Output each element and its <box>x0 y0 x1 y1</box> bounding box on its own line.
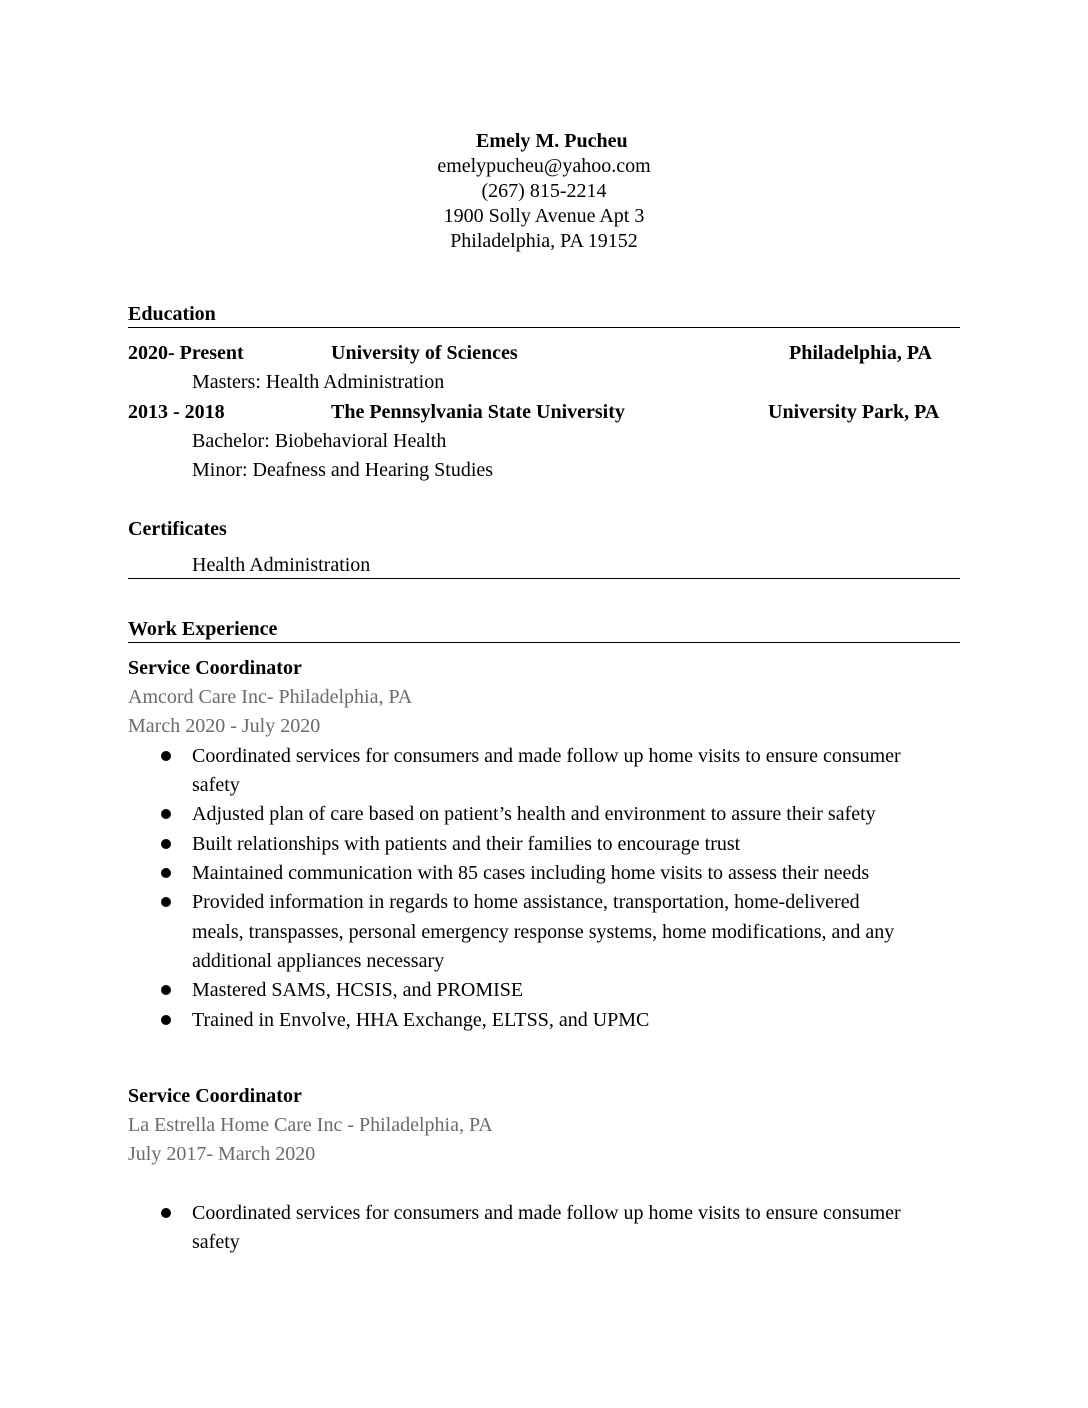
contact-phone: (267) 815-2214 <box>481 180 607 202</box>
job-bullet-line: Adjusted plan of care based on patient’s health and environment to assure their safety <box>192 803 876 825</box>
job-title: Service Coordinator <box>128 657 302 679</box>
education-detail: Masters: Health Administration <box>192 371 445 393</box>
bullet-icon <box>159 751 173 765</box>
job-bullet-line: safety <box>192 774 240 796</box>
education-school: University of Sciences <box>331 342 518 364</box>
work-heading: Work Experience <box>128 618 278 640</box>
bullet-icon <box>159 839 173 853</box>
contact-email: emelypucheu@yahoo.com <box>437 155 651 177</box>
job-company: La Estrella Home Care Inc - Philadelphia, PA <box>128 1114 493 1136</box>
bullet-icon <box>159 1208 173 1222</box>
certificates-heading: Certificates <box>128 518 227 540</box>
bullet-icon <box>159 897 173 911</box>
bullet-icon <box>159 1015 173 1029</box>
job-bullet-line: Coordinated services for consumers and made follow up home visits to ensure consumer <box>192 745 901 767</box>
education-detail: Bachelor: Biobehavioral Health <box>192 430 447 452</box>
job-bullet-line: Mastered SAMS, HCSIS, and PROMISE <box>192 979 524 1001</box>
job-bullet-line: Built relationships with patients and their families to encourage trust <box>192 833 741 855</box>
job-bullet-line: additional appliances necessary <box>192 950 445 972</box>
job-bullet-line: Provided information in regards to home assistance, transportation, home-delivered <box>192 891 860 913</box>
job-bullet-line: meals, transpasses, personal emergency response systems, home modifications, and any <box>192 921 895 943</box>
job-bullet-line: Maintained communication with 85 cases including home visits to assess their needs <box>192 862 870 884</box>
education-heading: Education <box>128 303 216 325</box>
job-title: Service Coordinator <box>128 1085 302 1107</box>
education-school: The Pennsylvania State University <box>331 401 625 423</box>
education-detail: Minor: Deafness and Hearing Studies <box>192 459 494 481</box>
bullet-icon <box>159 985 173 999</box>
education-location: Philadelphia, PA <box>789 342 932 364</box>
job-bullet-line: safety <box>192 1231 240 1253</box>
bullet-icon <box>159 868 173 882</box>
contact-address-line1: 1900 Solly Avenue Apt 3 <box>443 205 645 227</box>
contact-address-line2: Philadelphia, PA 19152 <box>450 230 638 252</box>
job-bullet-line: Trained in Envolve, HHA Exchange, ELTSS, and UPMC <box>192 1009 650 1031</box>
bullet-icon <box>159 809 173 823</box>
candidate-name: Emely M. Pucheu <box>476 130 628 152</box>
education-rule <box>128 327 960 328</box>
job-company: Amcord Care Inc- Philadelphia, PA <box>128 686 413 708</box>
job-dates: March 2020 - July 2020 <box>128 715 321 737</box>
job-dates: July 2017- March 2020 <box>128 1143 316 1165</box>
certificate-item: Health Administration <box>192 554 371 576</box>
education-years: 2013 - 2018 <box>128 401 225 423</box>
job-bullet-line: Coordinated services for consumers and made follow up home visits to ensure consumer <box>192 1202 901 1224</box>
work-rule <box>128 642 960 643</box>
education-location: University Park, PA <box>768 401 940 423</box>
certificates-rule <box>128 578 960 579</box>
education-years: 2020- Present <box>128 342 244 364</box>
